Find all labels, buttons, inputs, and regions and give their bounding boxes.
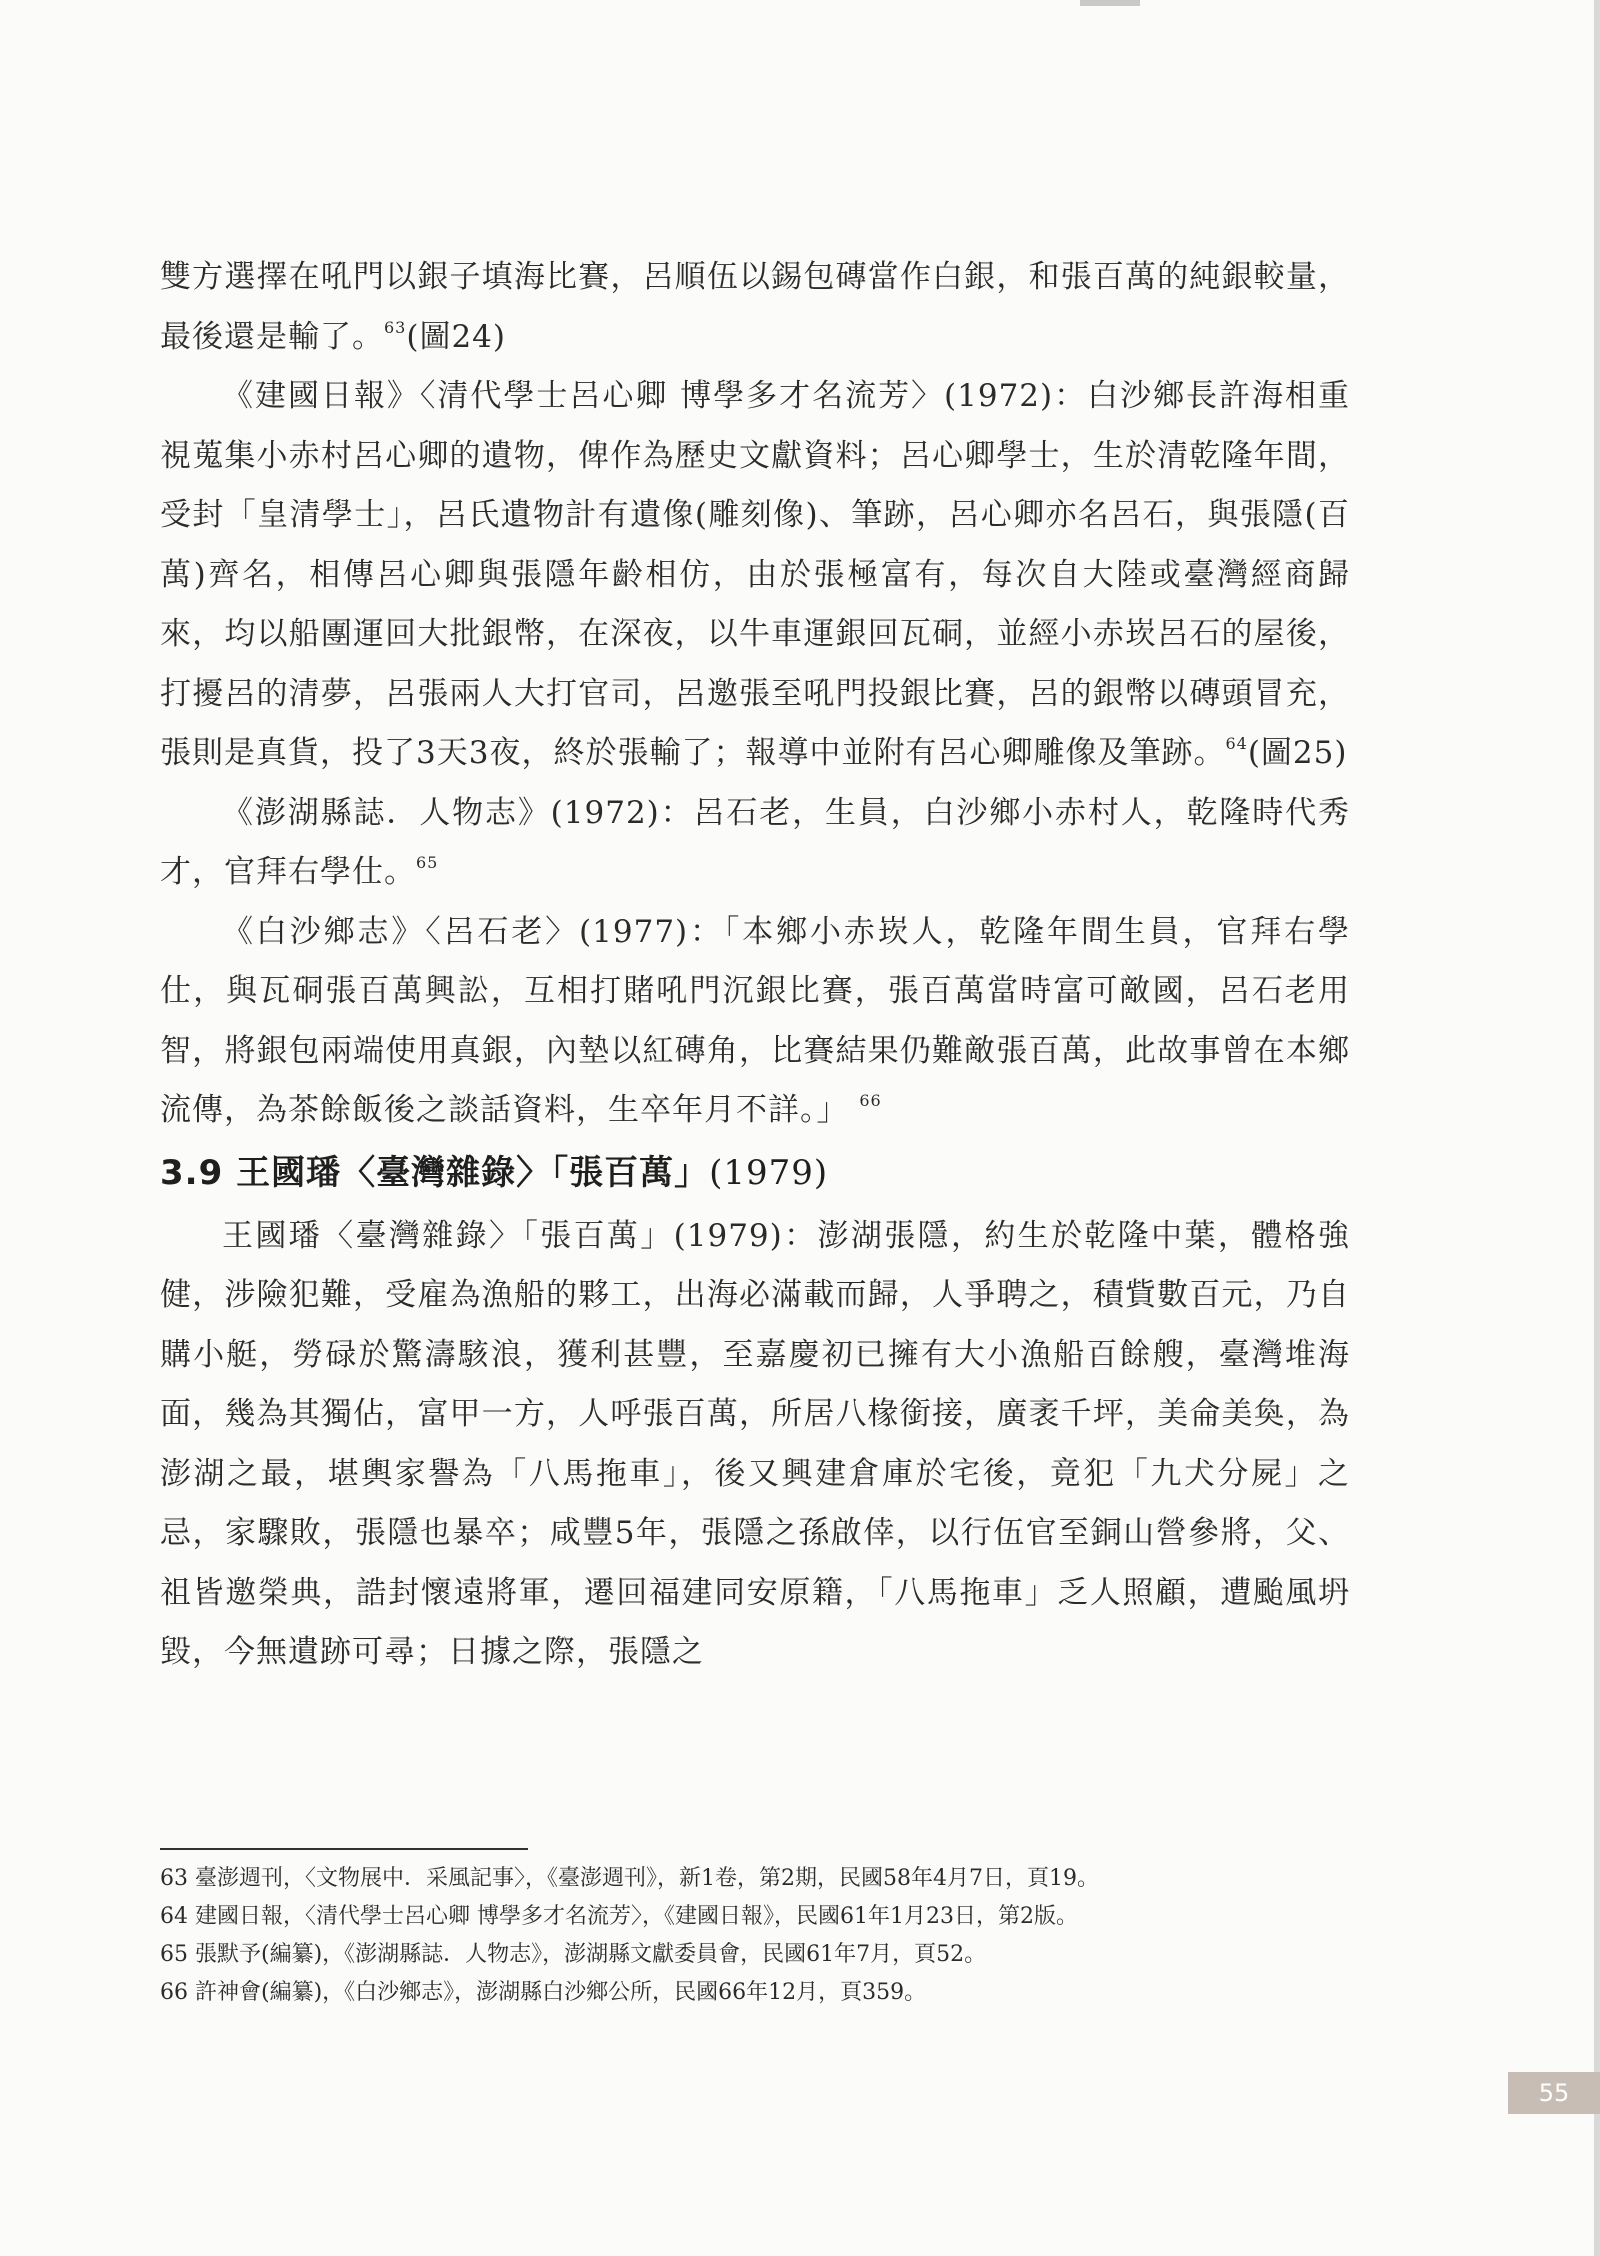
footnote-ref[interactable]: 63 — [384, 317, 407, 337]
footnote-item: 64 建國日報，〈清代學士呂心卿 博學多才名流芳〉，《建國日報》，民國61年1月23日，第2版。 — [160, 1904, 1078, 1929]
section-heading — [160, 1143, 1350, 1203]
footnote-item: 65 張默予(編纂)，《澎湖縣誌．人物志》，澎湖縣文獻委員會，民國61年7月，頁52。 — [160, 1942, 987, 1967]
footnote-divider — [160, 1848, 528, 1850]
section-number: 3.9 — [160, 1152, 224, 1193]
footnote-ref[interactable]: 64 — [1225, 734, 1248, 753]
footnote-ref[interactable]: 66 — [859, 1091, 882, 1110]
section-title: 王國璠〈臺灣雜錄〉「張百萬」 — [236, 1152, 710, 1193]
footnote-item: 66 許神會(編纂)，《白沙鄉志》，澎湖縣白沙鄉公所，民國66年12月，頁359。 — [160, 1980, 927, 2005]
footnotes — [160, 1862, 1350, 2014]
section-year: (1979) — [709, 1152, 829, 1193]
footnote-item: 63 臺澎週刊，〈文物展中．采風記事〉，《臺澎週刊》，新1卷，第2期，民國58年4月7日，頁19。 — [160, 1866, 1099, 1891]
main-body — [160, 248, 1350, 1683]
paragraph: 雙方選擇在吼門以銀子填海比賽，呂順伍以錫包磚當作白銀，和張百萬的純銀較量，最後還是輸了。$^{63}$(圖24) — [160, 259, 1350, 355]
footnote-ref[interactable]: 65 — [416, 853, 439, 872]
paragraph: 《澎湖縣誌．人物志》(1972)：呂石老，生員，白沙鄉小赤村人，乾隆時代秀才，官拜右學仕。$^{65}$ — [160, 794, 1350, 890]
paragraph: 《白沙鄉志》〈呂石老〉(1977)：「本鄉小赤崁人，乾隆年間生員，官拜右學仕，與瓦硐張百萬興訟，互相打賭吼門沉銀比賽，張百萬當時富可敵國，呂石老用智，將銀包兩端使用真銀，內墊以紅磚角，比賽結果仍難敵張百萬，此故事曾在本鄉流傳，為茶餘飯後之談話資料，生卒年月不詳。」 $^{66}$ — [160, 913, 1350, 1128]
paragraph: 王國璠〈臺灣雜錄〉「張百萬」(1979)：澎湖張隱，約生於乾隆中葉，體格強健，涉險犯難，受雇為漁船的夥工，出海必滿載而歸，人爭聘之，積貲數百元，乃自購小艇，勞碌於驚濤駭浪，獲利甚豐，至嘉慶初已擁有大小漁船百餘艘，臺灣堆海面，幾為其獨佔，富甲一方，人呼張百萬，所居八椽銜接，廣袤千坪，美侖美奐，為澎湖之最，堪輿家譽為「八馬拖車」，後又興建倉庫於宅後，竟犯「九犬分屍」之忌，家驟敗，張隱也暴卒；咸豐5年，張隱之孫啟倖，以行伍官至銅山營參將，父、祖皆邀榮典，誥封懷遠將軍，遷回福建同安原籍，「八馬拖車」乏人照顧，遭颱風坍毀，今無遺跡可尋；日據之際，張隱之 — [160, 1217, 1350, 1670]
paragraph: 《建國日報》〈清代學士呂心卿 博學多才名流芳〉(1972)：白沙鄉長許海相重視蒐集小赤村呂心卿的遺物，俾作為歷史文獻資料；呂心卿學士，生於清乾隆年間，受封「皇清學士」，呂氏遺物計有遺像(雕刻像)、筆跡，呂心卿亦名呂石，與張隱(百萬)齊名，相傳呂心卿與張隱年齡相仿，由於張極富有，每次自大陸或臺灣經商歸來，均以船團運回大批銀幣，在深夜，以牛車運銀回瓦硐，並經小赤崁呂石的屋後，打擾呂的清夢，呂張兩人大打官司，呂邀張至吼門投銀比賽，呂的銀幣以磚頭冒充，張則是真貨，投了3天3夜，終於張輸了；報導中並附有呂心卿雕像及筆跡。$^{64}$(圖25) — [160, 378, 1350, 771]
scan-mark — [1080, 0, 1140, 6]
page-number: 55 — [1508, 2072, 1600, 2114]
page-edge — [1594, 0, 1600, 2256]
